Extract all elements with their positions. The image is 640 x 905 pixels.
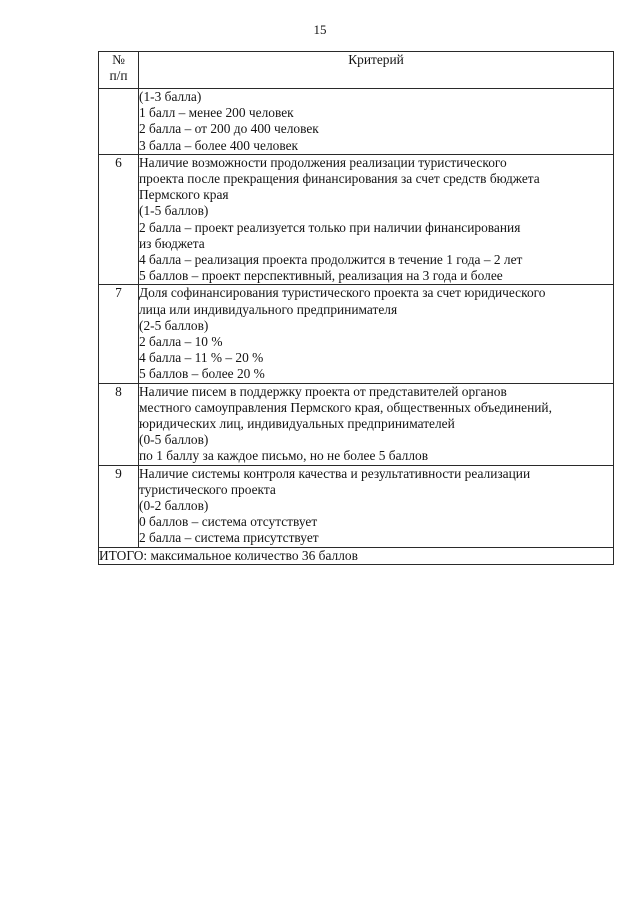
table-header-row (99, 52, 614, 89)
criterion-line: 4 балла – реализация проекта продолжится в течение 1 года – 2 лет (139, 252, 523, 268)
criterion-line: (2-5 баллов) (139, 317, 209, 333)
criterion-line: местного самоуправления Пермского края, общественных объединений, (139, 399, 552, 415)
criterion-line: 3 балла – более 400 человек (139, 137, 299, 153)
criterion-cell (139, 383, 614, 465)
criterion-line: Доля софинансирования туристического проекта за счет юридического (139, 285, 546, 301)
row-number: 8 (99, 383, 139, 465)
criterion-cell (139, 89, 614, 155)
criterion-line: Пермского края (139, 187, 229, 203)
header-number-sign: № (112, 52, 125, 67)
criterion-cell (139, 154, 614, 285)
criterion-line: (1-5 баллов) (139, 203, 209, 219)
criterion-line: юридических лиц, индивидуальных предпринимателей (139, 416, 455, 432)
table-row (99, 285, 614, 383)
header-criterion-column: Критерий (139, 52, 614, 89)
criterion-line: 0 баллов – система отсутствует (139, 514, 318, 530)
criteria-table (98, 51, 614, 565)
criterion-line: 2 балла – система присутствует (139, 530, 319, 546)
page-number: 15 (313, 22, 327, 37)
criterion-line: 4 балла – 11 % – 20 % (139, 350, 264, 366)
criterion-line: Наличие системы контроля качества и результативности реализации (139, 465, 531, 481)
row-number: 7 (99, 285, 139, 383)
table-row (99, 383, 614, 465)
row-number (99, 89, 139, 155)
criterion-line: (0-2 баллов) (139, 498, 209, 514)
criterion-line: Наличие писем в поддержку проекта от представителей органов (139, 383, 507, 399)
total-text: ИТОГО: максимальное количество 36 баллов (99, 547, 614, 564)
table-row (99, 154, 614, 285)
criterion-line: (0-5 баллов) (139, 432, 209, 448)
criterion-line: туристического проекта (139, 481, 276, 497)
criterion-line: 1 балл – менее 200 человек (139, 105, 294, 121)
row-number: 9 (99, 465, 139, 547)
criterion-line: Наличие возможности продолжения реализации туристического (139, 154, 507, 170)
criterion-line: по 1 баллу за каждое письмо, но не более 5 баллов (139, 448, 429, 464)
criterion-line: проекта после прекращения финансирования за счет средств бюджета (139, 171, 540, 187)
criterion-line: лица или индивидуального предпринимателя (139, 301, 398, 317)
criterion-line: (1-3 балла) (139, 89, 202, 104)
row-number: 6 (99, 154, 139, 285)
criterion-line: 5 баллов – более 20 % (139, 366, 265, 382)
table-body (99, 89, 614, 548)
criterion-line: 2 балла – 10 % (139, 334, 223, 350)
criterion-line: 2 балла – проект реализуется только при наличии финансирования (139, 219, 521, 235)
criterion-line: из бюджета (139, 235, 205, 251)
criterion-line: 5 баллов – проект перспективный, реализация на 3 года и более (139, 268, 503, 284)
criterion-cell (139, 285, 614, 383)
criterion-line: 2 балла – от 200 до 400 человек (139, 121, 319, 137)
header-number-column (99, 52, 139, 89)
header-number-abbrev: п/п (109, 68, 128, 83)
total-row (99, 547, 614, 564)
criterion-cell (139, 465, 614, 547)
table-row (99, 89, 614, 155)
table-row (99, 465, 614, 547)
